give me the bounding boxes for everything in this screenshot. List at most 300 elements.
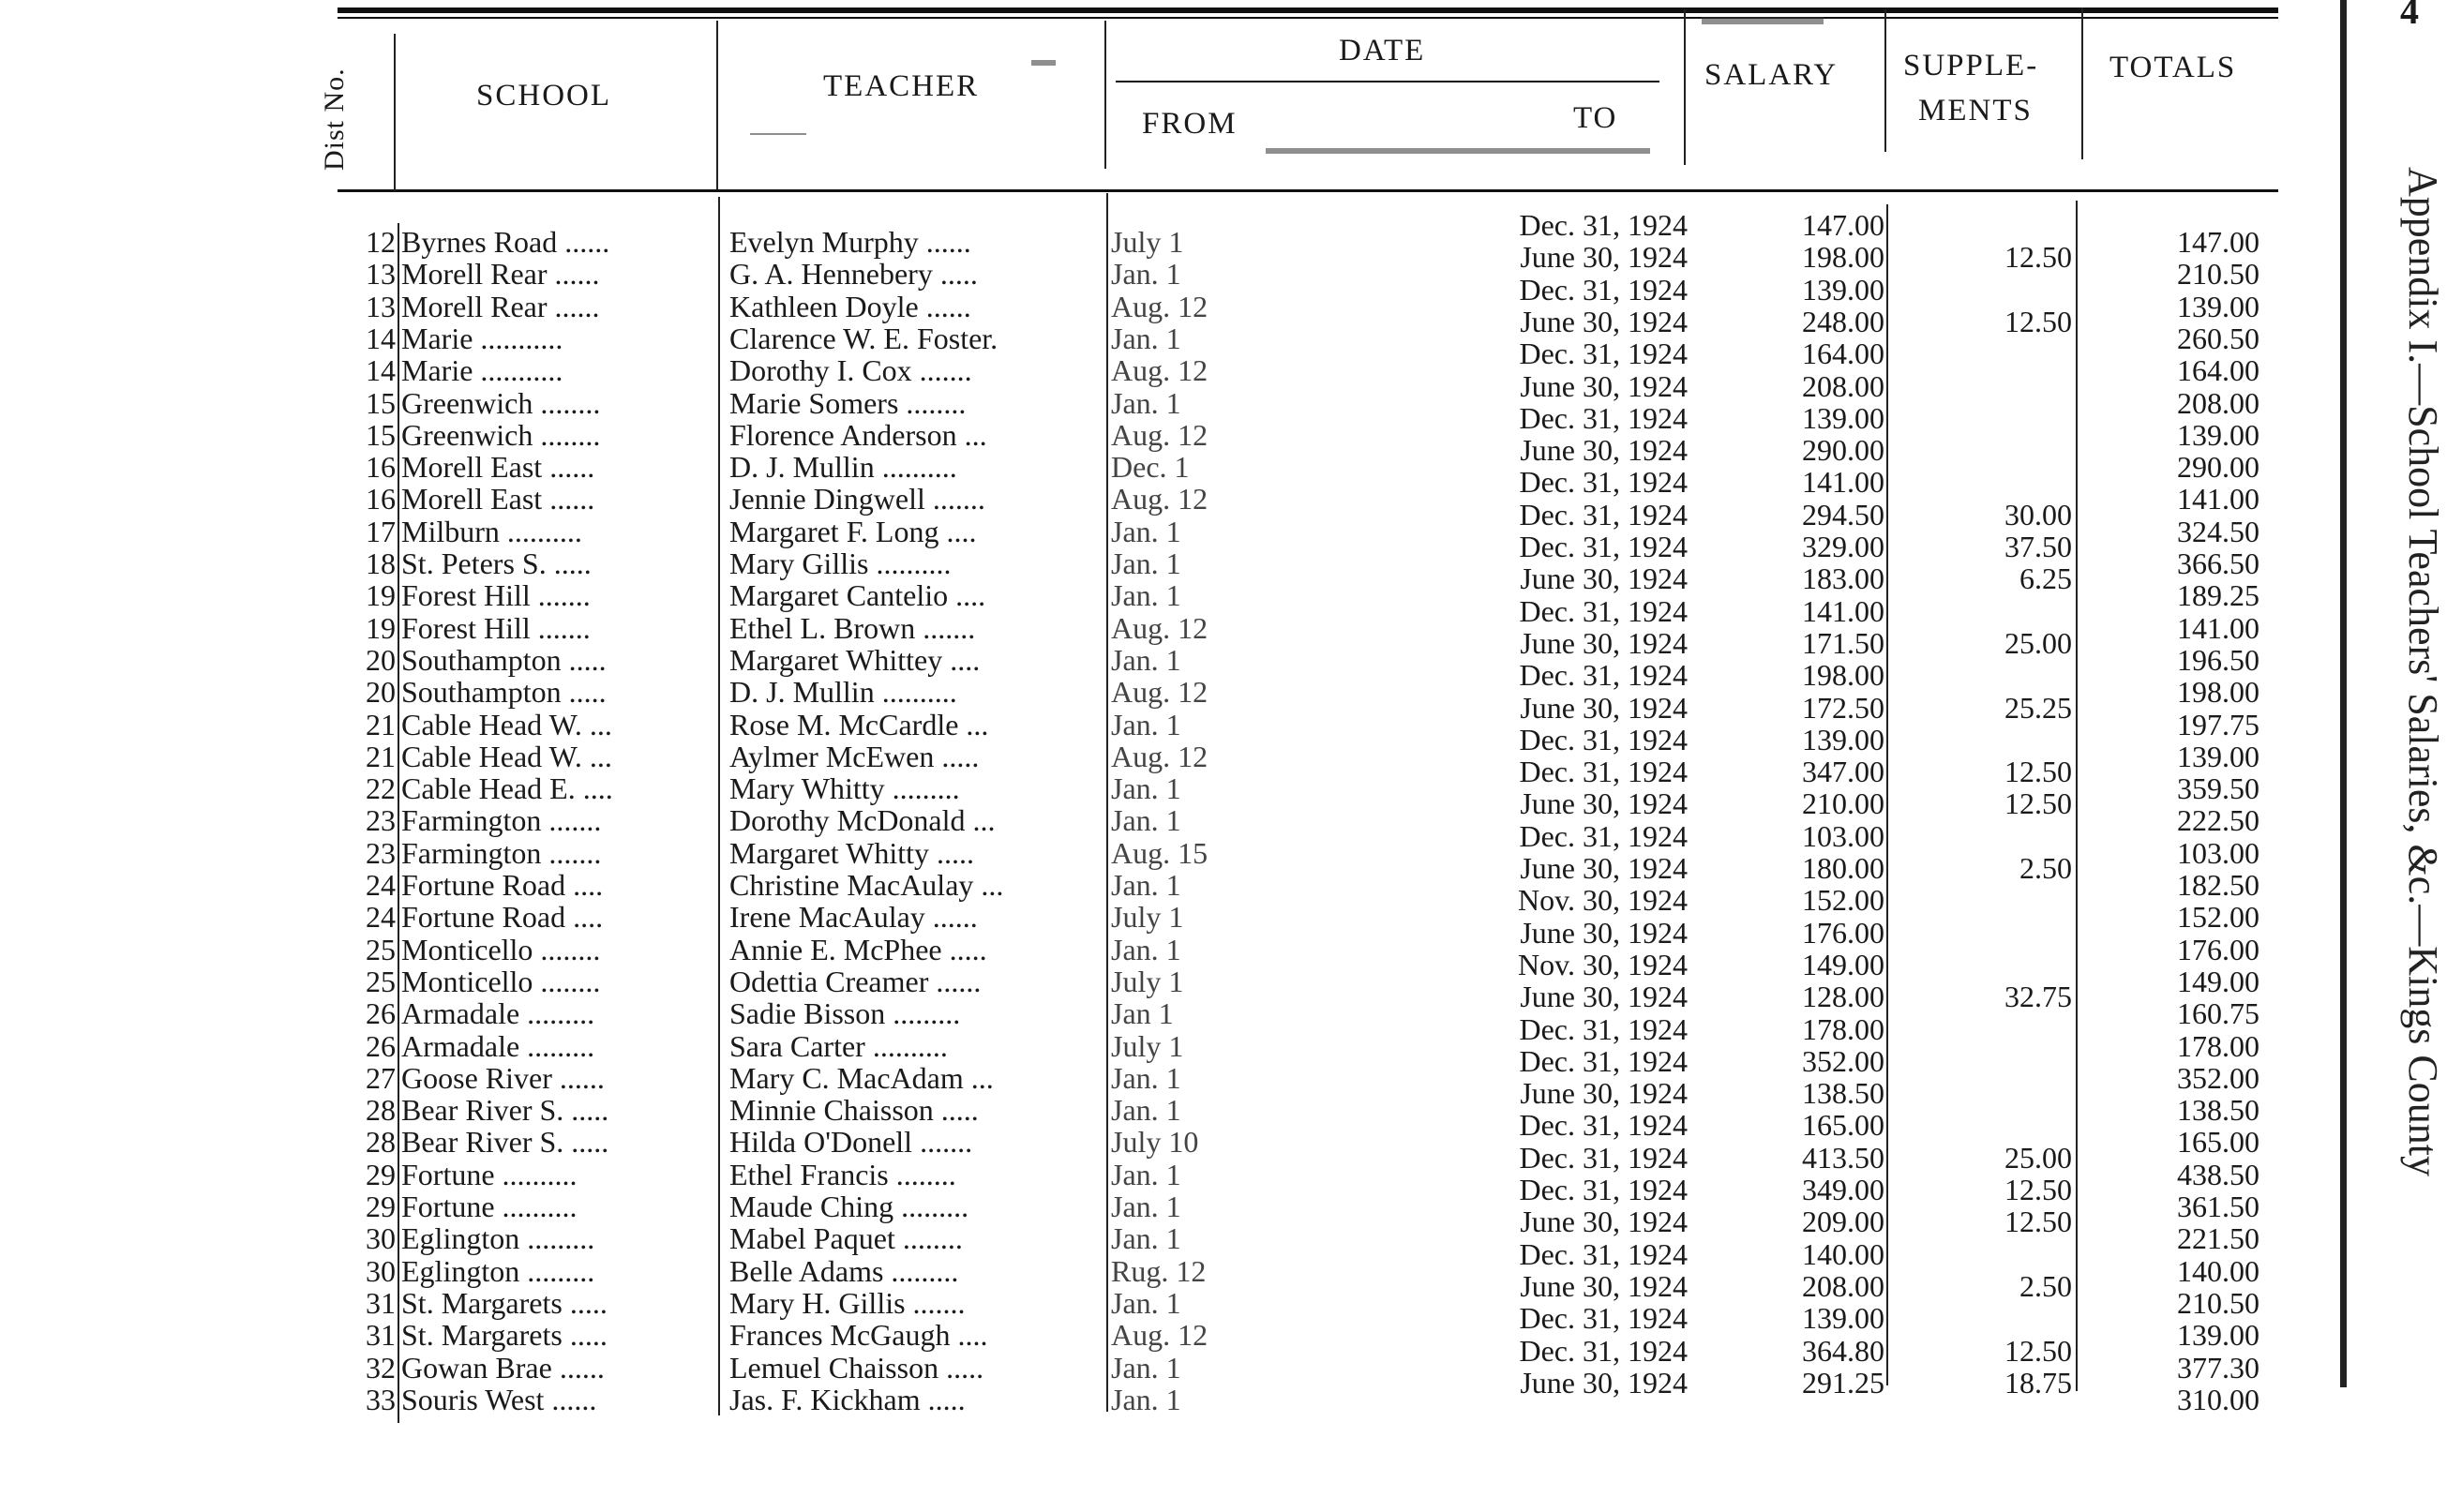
right-margin-rule: [2340, 0, 2347, 1387]
dist-number: 25: [366, 932, 396, 966]
date-to: June 30, 1924: [1520, 1205, 1688, 1239]
total-value: 208.00: [2177, 385, 2259, 420]
date-from: Aug. 12: [1111, 353, 1208, 388]
total-value: 140.00: [2177, 1253, 2259, 1288]
date-divider-rule: [1116, 81, 1659, 82]
date-from: Jan. 1: [1111, 1190, 1181, 1223]
supplements-value: 25.25: [2004, 690, 2072, 725]
total-value: 138.50: [2177, 1093, 2259, 1128]
date-from: Aug. 12: [1111, 610, 1208, 645]
total-value: 139.00: [2177, 1318, 2259, 1353]
salary-value: 172.50: [1802, 690, 1884, 725]
salary-value: 147.00: [1802, 208, 1884, 242]
salary-value: 183.00: [1802, 561, 1884, 596]
teacher-name: Mary H. Gillis .......: [729, 1285, 966, 1320]
date-from: Jan. 1: [1111, 1382, 1181, 1416]
school-name: Bear River S. .....: [401, 1093, 609, 1128]
total-value: 196.50: [2177, 642, 2259, 677]
teacher-name: G. A. Hennebery .....: [729, 257, 978, 292]
teacher-name: Sadie Bisson .........: [729, 996, 961, 1031]
header-salary: SALARY: [1704, 58, 1839, 92]
total-value: 149.00: [2177, 964, 2259, 998]
supplements-value: 18.75: [2004, 1365, 2072, 1400]
date-from: Aug. 12: [1111, 675, 1208, 710]
dist-number: 30: [366, 1253, 396, 1288]
salary-value: 364.80: [1802, 1333, 1884, 1368]
salary-value: 210.00: [1802, 786, 1884, 821]
body-rule-supplements: [2076, 201, 2078, 1391]
date-to: June 30, 1924: [1520, 561, 1688, 596]
salary-value: 208.00: [1802, 368, 1884, 403]
teacher-name: Clarence W. E. Foster.: [729, 321, 998, 355]
total-value: 352.00: [2177, 1060, 2259, 1095]
salary-value: 329.00: [1802, 530, 1884, 563]
dist-number: 28: [366, 1093, 396, 1128]
school-name: Byrnes Road ......: [401, 225, 610, 259]
teacher-name: Florence Anderson ...: [729, 417, 987, 452]
school-name: Cable Head E. ....: [401, 771, 613, 806]
date-to: June 30, 1924: [1520, 690, 1688, 725]
salary-value: 290.00: [1802, 433, 1884, 468]
header-teacher: TEACHER: [823, 69, 980, 103]
dist-number: 21: [366, 739, 396, 773]
col-rule-supplements: [2081, 7, 2083, 159]
date-from: Aug. 12: [1111, 1318, 1208, 1353]
salary-value: 139.00: [1802, 722, 1884, 756]
school-name: Forest Hill .......: [401, 610, 591, 645]
date-to: Dec. 31, 1924: [1519, 1236, 1688, 1271]
school-name: Morell Rear ......: [401, 289, 600, 323]
date-from: Jan. 1: [1111, 1350, 1181, 1385]
dist-number: 12: [366, 225, 396, 259]
header-totals: TOTALS: [2109, 51, 2237, 84]
teacher-name: Ethel L. Brown .......: [729, 610, 976, 645]
school-name: Morell East ......: [401, 450, 595, 485]
total-value: 222.50: [2177, 803, 2259, 838]
dist-number: 28: [366, 1125, 396, 1160]
school-name: St. Margarets .....: [401, 1285, 608, 1320]
teacher-name: Mary C. MacAdam ...: [729, 1060, 994, 1095]
date-to: June 30, 1924: [1520, 304, 1688, 338]
total-value: 178.00: [2177, 1028, 2259, 1063]
date-from: Aug. 15: [1111, 835, 1208, 870]
school-name: Armadale .........: [401, 996, 595, 1031]
dist-number: 16: [366, 482, 396, 516]
total-value: 147.00: [2177, 225, 2259, 259]
teacher-name: Margaret Whitty .....: [729, 835, 974, 870]
date-from: Aug. 12: [1111, 739, 1208, 773]
supplements-value: 12.50: [2004, 1333, 2072, 1368]
date-to: Dec. 31, 1924: [1519, 1140, 1688, 1175]
date-from: Jan. 1: [1111, 1221, 1181, 1256]
teacher-name: Evelyn Murphy ......: [729, 225, 971, 259]
total-value: 359.50: [2177, 771, 2259, 806]
salary-value: 180.00: [1802, 851, 1884, 885]
date-to: Dec. 31, 1924: [1519, 658, 1688, 693]
top-rule-thin: [338, 17, 2278, 19]
total-value: 139.00: [2177, 289, 2259, 323]
school-name: Farmington .......: [401, 803, 602, 838]
dist-number: 15: [366, 385, 396, 420]
total-value: 361.50: [2177, 1190, 2259, 1223]
dist-number: 13: [366, 257, 396, 292]
teacher-name: Irene MacAulay ......: [729, 900, 978, 935]
dist-number: 19: [366, 610, 396, 645]
teacher-name: Aylmer McEwen .....: [729, 739, 980, 773]
school-name: Marie ...........: [401, 321, 563, 355]
salary-value: 176.00: [1802, 915, 1884, 950]
date-from: July 1: [1111, 964, 1184, 998]
col-rule-date: [1684, 9, 1686, 165]
salary-value: 198.00: [1802, 658, 1884, 693]
teacher-name: Kathleen Doyle ......: [729, 289, 971, 323]
school-name: Cable Head W. ...: [401, 739, 612, 773]
supplements-value: 25.00: [2004, 1140, 2072, 1175]
date-from: Jan. 1: [1111, 1093, 1181, 1128]
dist-number: 26: [366, 1028, 396, 1063]
date-from: Rug. 12: [1111, 1253, 1207, 1288]
date-to: Dec. 31, 1924: [1519, 465, 1688, 500]
school-name: Fortune ..........: [401, 1190, 578, 1223]
total-value: 377.30: [2177, 1350, 2259, 1385]
salary-value: 140.00: [1802, 1236, 1884, 1271]
date-from: Jan. 1: [1111, 1060, 1181, 1095]
total-value: 198.00: [2177, 675, 2259, 710]
supplements-value: 37.50: [2004, 530, 2072, 563]
total-value: 152.00: [2177, 900, 2259, 935]
supplements-value: 6.25: [2019, 561, 2072, 596]
dist-number: 26: [366, 996, 396, 1031]
header-dist-no: Dist No.: [319, 67, 350, 171]
date-to: Dec. 31, 1924: [1519, 1333, 1688, 1368]
supplements-value: 2.50: [2019, 851, 2072, 885]
date-to: Dec. 31, 1924: [1519, 497, 1688, 531]
header-supplements-line1: SUPPLE-: [1903, 49, 2039, 82]
school-name: Marie ...........: [401, 353, 563, 388]
salary-value: 349.00: [1802, 1173, 1884, 1206]
school-name: Cable Head W. ...: [401, 707, 612, 741]
header-to: TO: [1573, 101, 1618, 135]
school-name: Souris West ......: [401, 1382, 597, 1416]
header-date: DATE: [1339, 34, 1426, 67]
date-from: Jan. 1: [1111, 868, 1181, 902]
teacher-name: Ethel Francis ........: [729, 1157, 956, 1191]
school-name: St. Margarets .....: [401, 1318, 608, 1353]
date-to: Dec. 31, 1924: [1519, 337, 1688, 371]
teacher-name: Dorothy McDonald ...: [729, 803, 996, 838]
total-value: 139.00: [2177, 417, 2259, 452]
supplements-value: 12.50: [2004, 1205, 2072, 1239]
teacher-name: Mary Gillis ..........: [729, 546, 952, 580]
dist-number: 13: [366, 289, 396, 323]
dist-number: 25: [366, 964, 396, 998]
school-name: Goose River ......: [401, 1060, 605, 1095]
teacher-name: Lemuel Chaisson .....: [729, 1350, 984, 1385]
date-from: July 1: [1111, 225, 1184, 259]
school-name: Fortune Road ....: [401, 900, 604, 935]
page-number: 4: [2400, 0, 2419, 32]
dist-number: 30: [366, 1221, 396, 1256]
date-to: June 30, 1924: [1520, 240, 1688, 275]
salary-value: 209.00: [1802, 1205, 1884, 1239]
teacher-name: Mary Whitty .........: [729, 771, 960, 806]
date-to: June 30, 1924: [1520, 625, 1688, 660]
scan-smudge: [750, 133, 806, 135]
body-rule-dist: [398, 223, 399, 1423]
total-value: 324.50: [2177, 514, 2259, 548]
dist-number: 29: [366, 1157, 396, 1191]
salary-value: 171.50: [1802, 625, 1884, 660]
date-to: Nov. 30, 1924: [1517, 883, 1688, 918]
school-name: Morell Rear ......: [401, 257, 600, 292]
date-from: Jan. 1: [1111, 546, 1181, 580]
total-value: 176.00: [2177, 932, 2259, 966]
dist-number: 32: [366, 1350, 396, 1385]
dist-number: 21: [366, 707, 396, 741]
header-supplements-line2: MENTS: [1918, 94, 2033, 127]
date-from: July 1: [1111, 900, 1184, 935]
date-to: June 30, 1924: [1520, 433, 1688, 468]
salary-value: 103.00: [1802, 818, 1884, 853]
date-to: Nov. 30, 1924: [1517, 947, 1688, 981]
date-from: Dec. 1: [1111, 450, 1190, 485]
salary-value: 139.00: [1802, 272, 1884, 307]
school-name: Eglington .........: [401, 1253, 595, 1288]
salary-value: 141.00: [1802, 593, 1884, 628]
dist-number: 33: [366, 1382, 396, 1416]
date-to: Dec. 31, 1924: [1519, 1173, 1688, 1206]
date-to: Dec. 31, 1924: [1519, 208, 1688, 242]
salary-value: 128.00: [1802, 980, 1884, 1014]
top-rule-thick: [338, 7, 2278, 13]
date-from: Jan. 1: [1111, 707, 1181, 741]
col-rule-dist: [394, 34, 396, 191]
total-value: 141.00: [2177, 482, 2259, 516]
teacher-name: D. J. Mullin ..........: [729, 450, 957, 485]
teacher-name: Marie Somers ........: [729, 385, 967, 420]
body-rule-school: [718, 197, 720, 1415]
supplements-value: 12.50: [2004, 786, 2072, 821]
teacher-name: Frances McGaugh ....: [729, 1318, 988, 1353]
teacher-name: Christine MacAulay ...: [729, 868, 1004, 902]
supplements-value: 30.00: [2004, 497, 2072, 531]
date-from: Jan. 1: [1111, 514, 1181, 548]
dist-number: 15: [366, 417, 396, 452]
total-value: 366.50: [2177, 546, 2259, 580]
date-from: Aug. 12: [1111, 289, 1208, 323]
salary-value: 294.50: [1802, 497, 1884, 531]
salary-value: 165.00: [1802, 1108, 1884, 1143]
dist-number: 19: [366, 578, 396, 613]
salary-value: 178.00: [1802, 1011, 1884, 1046]
dist-number: 23: [366, 803, 396, 838]
dist-number: 29: [366, 1190, 396, 1223]
date-from: July 10: [1111, 1125, 1199, 1160]
school-name: Monticello ........: [401, 964, 601, 998]
scan-smudge: [1266, 148, 1650, 154]
date-to: Dec. 31, 1924: [1519, 272, 1688, 307]
date-from: Jan. 1: [1111, 321, 1181, 355]
total-value: 197.75: [2177, 707, 2259, 741]
header-school: SCHOOL: [476, 79, 612, 112]
dist-number: 31: [366, 1318, 396, 1353]
dist-number: 22: [366, 771, 396, 806]
date-from: Jan. 1: [1111, 803, 1181, 838]
teacher-name: Margaret Cantelio ....: [729, 578, 986, 613]
supplements-value: 2.50: [2019, 1268, 2072, 1303]
teacher-name: Mabel Paquet ........: [729, 1221, 963, 1256]
teacher-name: Minnie Chaisson .....: [729, 1093, 979, 1128]
total-value: 141.00: [2177, 610, 2259, 645]
total-value: 160.75: [2177, 996, 2259, 1031]
col-rule-salary: [1884, 9, 1886, 152]
dist-number: 27: [366, 1060, 396, 1095]
school-name: Forest Hill .......: [401, 578, 591, 613]
date-to: June 30, 1924: [1520, 786, 1688, 821]
body-rule-salary: [1886, 204, 1888, 1385]
salary-value: 198.00: [1802, 240, 1884, 275]
salary-value: 248.00: [1802, 304, 1884, 338]
total-value: 164.00: [2177, 353, 2259, 388]
salary-value: 164.00: [1802, 337, 1884, 371]
body-rule-teacher: [1106, 193, 1108, 1412]
total-value: 165.00: [2177, 1125, 2259, 1160]
total-value: 221.50: [2177, 1221, 2259, 1256]
school-name: Southampton .....: [401, 675, 607, 710]
dist-number: 20: [366, 642, 396, 677]
salary-value: 352.00: [1802, 1043, 1884, 1078]
dist-number: 20: [366, 675, 396, 710]
supplements-value: 12.50: [2004, 240, 2072, 275]
date-from: Aug. 12: [1111, 417, 1208, 452]
date-to: Dec. 31, 1924: [1519, 400, 1688, 435]
total-value: 189.25: [2177, 578, 2259, 613]
date-from: Jan 1: [1111, 996, 1174, 1031]
salary-value: 208.00: [1802, 1268, 1884, 1303]
date-from: Jan. 1: [1111, 1285, 1181, 1320]
date-to: Dec. 31, 1924: [1519, 818, 1688, 853]
school-name: Farmington .......: [401, 835, 602, 870]
teacher-name: Sara Carter ..........: [729, 1028, 948, 1063]
teacher-name: Margaret F. Long ....: [729, 514, 977, 548]
dist-number: 16: [366, 450, 396, 485]
school-name: Morell East ......: [401, 482, 595, 516]
date-to: June 30, 1924: [1520, 980, 1688, 1014]
date-to: Dec. 31, 1924: [1519, 530, 1688, 563]
teacher-name: Rose M. McCardle ...: [729, 707, 989, 741]
dist-number: 17: [366, 514, 396, 548]
teacher-name: Hilda O'Donell .......: [729, 1125, 973, 1160]
school-name: Greenwich ........: [401, 385, 601, 420]
date-from: Jan. 1: [1111, 932, 1181, 966]
date-to: Dec. 31, 1924: [1519, 1011, 1688, 1046]
school-name: Eglington .........: [401, 1221, 595, 1256]
total-value: 438.50: [2177, 1157, 2259, 1191]
salary-value: 291.25: [1802, 1365, 1884, 1400]
school-name: Bear River S. .....: [401, 1125, 609, 1160]
school-name: Gowan Brae ......: [401, 1350, 605, 1385]
dist-number: 31: [366, 1285, 396, 1320]
total-value: 139.00: [2177, 739, 2259, 773]
dist-number: 24: [366, 900, 396, 935]
school-name: Milburn ..........: [401, 514, 582, 548]
teacher-name: Jas. F. Kickham .....: [729, 1382, 966, 1416]
col-rule-school: [716, 21, 718, 189]
date-to: June 30, 1924: [1520, 1268, 1688, 1303]
date-to: Dec. 31, 1924: [1519, 593, 1688, 628]
school-name: Fortune ..........: [401, 1157, 578, 1191]
date-from: Jan. 1: [1111, 771, 1181, 806]
supplements-value: 32.75: [2004, 980, 2072, 1014]
teacher-name: Jennie Dingwell .......: [729, 482, 985, 516]
school-name: Greenwich ........: [401, 417, 601, 452]
total-value: 210.50: [2177, 1285, 2259, 1320]
date-from: Jan. 1: [1111, 257, 1181, 292]
supplements-value: 12.50: [2004, 304, 2072, 338]
dist-number: 14: [366, 321, 396, 355]
date-to: June 30, 1924: [1520, 915, 1688, 950]
date-to: Dec. 31, 1924: [1519, 1043, 1688, 1078]
date-from: Jan. 1: [1111, 642, 1181, 677]
total-value: 260.50: [2177, 321, 2259, 355]
teacher-name: Margaret Whittey ....: [729, 642, 981, 677]
date-to: Dec. 31, 1924: [1519, 722, 1688, 756]
date-from: Jan. 1: [1111, 578, 1181, 613]
school-name: Monticello ........: [401, 932, 601, 966]
total-value: 290.00: [2177, 450, 2259, 485]
date-to: June 30, 1924: [1520, 368, 1688, 403]
school-name: Fortune Road ....: [401, 868, 604, 902]
school-name: Southampton .....: [401, 642, 607, 677]
appendix-side-title: Appendix I.—School Teachers' Salaries, &c.—Kings County: [2400, 167, 2446, 1176]
col-rule-teacher: [1104, 21, 1106, 169]
salary-value: 138.50: [1802, 1076, 1884, 1111]
date-to: June 30, 1924: [1520, 1365, 1688, 1400]
date-to: Dec. 31, 1924: [1519, 755, 1688, 789]
salary-value: 413.50: [1802, 1140, 1884, 1175]
teacher-name: Belle Adams .........: [729, 1253, 959, 1288]
salary-value: 149.00: [1802, 947, 1884, 981]
dist-number: 18: [366, 546, 396, 580]
supplements-value: 25.00: [2004, 625, 2072, 660]
school-name: St. Peters S. .....: [401, 546, 592, 580]
supplements-value: 12.50: [2004, 755, 2072, 789]
teacher-name: Maude Ching .........: [729, 1190, 969, 1223]
salary-value: 139.00: [1802, 400, 1884, 435]
salary-value: 139.00: [1802, 1301, 1884, 1336]
salary-value: 141.00: [1802, 465, 1884, 500]
teacher-name: D. J. Mullin ..........: [729, 675, 957, 710]
date-from: Jan. 1: [1111, 385, 1181, 420]
date-to: Dec. 31, 1924: [1519, 1301, 1688, 1336]
school-name: Armadale .........: [401, 1028, 595, 1063]
dist-number: 14: [366, 353, 396, 388]
scan-smudge: [1031, 60, 1056, 66]
dist-number: 23: [366, 835, 396, 870]
dist-number: 24: [366, 868, 396, 902]
total-value: 310.00: [2177, 1382, 2259, 1416]
total-value: 210.50: [2177, 257, 2259, 292]
salary-value: 152.00: [1802, 883, 1884, 918]
total-value: 103.00: [2177, 835, 2259, 870]
scan-smudge: [1702, 17, 1824, 24]
header-from: FROM: [1142, 107, 1238, 141]
header-bottom-rule: [338, 189, 2278, 192]
teacher-name: Dorothy I. Cox .......: [729, 353, 972, 388]
date-to: Dec. 31, 1924: [1519, 1108, 1688, 1143]
date-from: Jan. 1: [1111, 1157, 1181, 1191]
date-to: June 30, 1924: [1520, 1076, 1688, 1111]
